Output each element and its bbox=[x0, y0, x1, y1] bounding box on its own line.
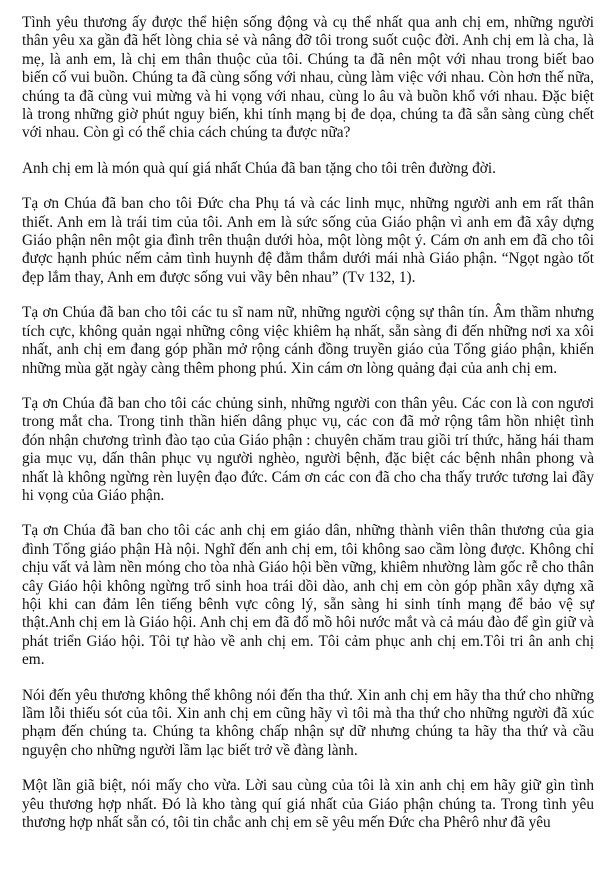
paragraph-5: Tạ ơn Chúa đã ban cho tôi các chủng sinh, những người con thân yêu. Các con là con ngươi trong mắt cha. Trong tinh thần hiến dâng phục vụ, các con đã mở rộng tâm hồn nhiệt tình đón nhận chương trình đào tạo của Giáo phận : chuyên chăm trau giồi trí thức, hăng hái tham gia mục vụ, dấn thân phục vụ người nghèo, người bệnh, đặc biệt các bệnh nhân phong và nhất là không ngừng rèn luyện đạo đức. Cám ơn các con đã cho cha thấy trước tương lai đầy hi vọng của Giáo phận. bbox=[22, 394, 594, 504]
letter-page bbox=[22, 14, 594, 832]
paragraph-7: Nói đến yêu thương không thể không nói đến tha thứ. Xin anh chị em hãy tha thứ cho những lầm lỗi thiếu sót của tôi. Xin anh chị em cũng hãy vì tôi mà tha thứ cho những người đã xúc phạm đến chúng ta. Chúng ta không chấp nhận sự dữ nhưng chúng ta hãy tha thứ và cầu nguyện cho những người lầm lạc biết trở về đàng lành. bbox=[22, 686, 594, 759]
paragraph-8: Một lần giã biệt, nói mấy cho vừa. Lời sau cùng của tôi là xin anh chị em hãy giữ gìn tình yêu thương hợp nhất. Đó là kho tàng quí giá nhất của Giáo phận chúng ta. Trong tình yêu thương hợp nhất sẵn có, tôi tin chắc anh chị em sẽ yêu mến Đức cha Phêrô như đã yêu bbox=[22, 777, 594, 832]
paragraph-3: Tạ ơn Chúa đã ban cho tôi Đức cha Phụ tá và các linh mục, những người anh em rất thân thiết. Anh em là trái tim của tôi. Anh em là sức sống của Giáo phận vì anh em đã xây dựng Giáo phận nên một gia đình trên thuận dưới hòa, một lòng một ý. Cám ơn anh em đã cho tôi được hạnh phúc nếm cảm tình huynh đệ đằm thắm dưới mái nhà Giáo phận. “Ngọt ngào tốt đẹp lắm thay, Anh em được sống vui vầy bên nhau” (Tv 132, 1). bbox=[22, 195, 594, 286]
paragraph-2: Anh chị em là món quà quí giá nhất Chúa đã ban tặng cho tôi trên đường đời. bbox=[22, 159, 496, 177]
paragraph-4: Tạ ơn Chúa đã ban cho tôi các tu sĩ nam nữ, những người cộng sự thân tín. Âm thầm nhưng tích cực, không quản ngại những công việc khiêm hạ nhất, sẵn sàng đi đến những nơi xa xôi nhất, anh chị em đang góp phần mở rộng cánh đồng truyền giáo của Tổng giáo phận, khiến những mùa gặt ngày càng thêm phong phú. Xin cám ơn lòng quảng đại của anh chị em. bbox=[22, 304, 594, 377]
paragraph-1: Tình yêu thương ấy được thể hiện sống động và cụ thể nhất qua anh chị em, những người thân yêu xa gần đã hết lòng chia sẻ và nâng đỡ tôi trong suốt cuộc đời. Anh chị em là cha, là mẹ, là anh em, là chị em thân thuộc của tôi. Chúng ta đã nên một với nhau trong biết bao biến cố vui buồn. Chúng ta đã cùng sống với nhau, cùng làm việc với nhau. Còn hơn thế nữa, chúng ta đã cùng vui mừng và hi vọng với nhau, cùng lo âu và buồn khổ với nhau. Đặc biệt là trong những giờ phút nguy biến, khi tính mạng bị đe dọa, chúng ta đã sẵn sàng cùng chết với nhau. Còn gì có thể chia cách chúng ta được nữa? bbox=[22, 14, 594, 142]
paragraph-6: Tạ ơn Chúa đã ban cho tôi các anh chị em giáo dân, những thành viên thân thương của gia đình Tổng giáo phận Hà nội. Nghĩ đến anh chị em, tôi không sao cầm lòng được. Không chỉ chịu vất vả làm nền móng cho tòa nhà Giáo hội bền vững, khiêm nhường làm gốc rễ cho thân cây Giáo hội không ngừng trổ sinh hoa trái dồi dào, anh chị em còn góp phần xây dựng xã hội khi can đảm lên tiếng bênh vực công lý, sẵn sàng hi sinh tính mạng để bảo vệ sự thật.Anh chị em là Giáo hội. Anh chị em đã đổ mồ hôi nước mắt và cả máu đào để gìn giữ và phát triển Giáo hội. Tôi tự hào về anh chị em. Tôi cảm phục anh chị em.Tôi tri ân anh chị em. bbox=[22, 522, 594, 669]
